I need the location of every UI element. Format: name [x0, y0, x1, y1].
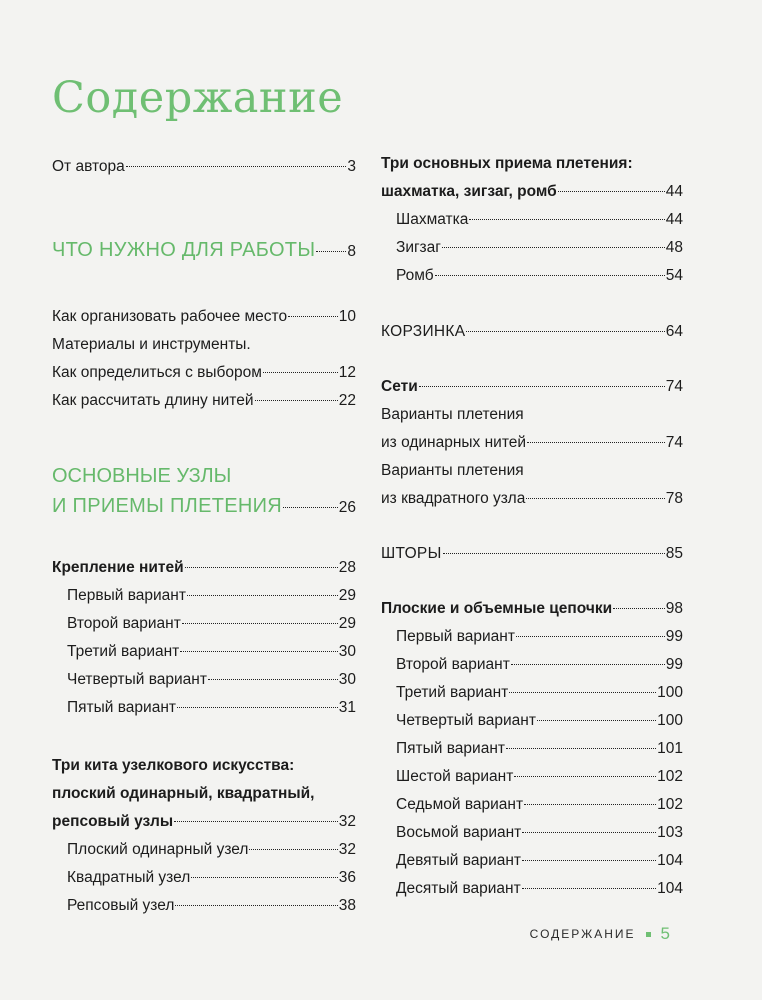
toc-entry-title: шахматка, зигзаг, ромб	[381, 183, 557, 200]
toc-section-chto-nuzhno[interactable]	[52, 235, 356, 265]
dot-leader	[180, 651, 337, 652]
toc-entry-title: Репсовый узел	[67, 897, 175, 914]
dot-leader	[522, 832, 656, 833]
dot-leader	[558, 191, 665, 192]
toc-entry-page: 3	[347, 158, 356, 175]
toc-entry-line: Три кита узелкового искусства:	[52, 757, 295, 774]
toc-entry-title: КОРЗИНКА	[381, 323, 466, 340]
dot-leader	[175, 905, 337, 906]
toc-subentry[interactable]	[52, 582, 356, 610]
toc-entry-page: 54	[665, 267, 683, 284]
toc-entry-title: Плоские и объемные цепочки	[381, 600, 613, 617]
toc-entry-page: 30	[338, 643, 356, 660]
toc-subentry[interactable]	[381, 707, 683, 735]
dot-leader	[208, 679, 338, 680]
dot-leader	[191, 877, 337, 878]
toc-entry-title: Зигзаг	[396, 239, 441, 256]
dot-leader	[182, 623, 338, 624]
toc-entry-line: Варианты плетения	[381, 406, 524, 423]
toc-entry-page: 102	[657, 796, 683, 813]
toc-entry-title: Крепление нитей	[52, 559, 184, 576]
dot-leader	[522, 860, 656, 861]
dot-leader	[283, 507, 338, 508]
toc-subentry[interactable]	[381, 875, 683, 903]
dot-leader	[613, 608, 665, 609]
toc-subentry[interactable]	[381, 651, 683, 679]
toc-section-title: И ПРИЕМЫ ПЛЕТЕНИЯ	[52, 495, 283, 517]
toc-entry-title: Третий вариант	[67, 643, 180, 660]
toc-entry-title: Седьмой вариант	[396, 796, 524, 813]
toc-subentry[interactable]	[381, 819, 683, 847]
toc-entry-page: 104	[657, 880, 683, 897]
toc-entry-title: Четвертый вариант	[396, 712, 536, 729]
toc-entry-title: Второй вариант	[396, 656, 510, 673]
toc-left-column	[52, 150, 356, 920]
toc-entry-title: репсовый узлы	[52, 813, 174, 830]
toc-entry-page: 74	[665, 434, 683, 451]
toc-entry-page: 100	[657, 712, 683, 729]
toc-entry-tri-priema[interactable]	[381, 178, 683, 206]
dot-leader	[514, 776, 656, 777]
toc-entry-kvadratny[interactable]	[381, 485, 683, 513]
toc-subentry[interactable]	[52, 610, 356, 638]
toc-entry-page: 29	[338, 615, 356, 632]
toc-entry-title: Как рассчитать длину нитей	[52, 392, 254, 409]
toc-subentry[interactable]	[381, 791, 683, 819]
toc-entry-line: Варианты плетения	[381, 462, 524, 479]
page-number: 5	[660, 924, 670, 943]
toc-entry-page: 32	[338, 813, 356, 830]
toc-entry-page: 85	[665, 545, 683, 562]
dot-leader	[526, 498, 664, 499]
dot-leader	[506, 748, 656, 749]
toc-entry-page: 44	[665, 211, 683, 228]
dot-leader	[509, 692, 656, 693]
toc-entry-title: Сети	[381, 378, 418, 395]
toc-subentry[interactable]	[381, 735, 683, 763]
toc-entry-title: Первый вариант	[67, 587, 186, 604]
toc-entry-shtory[interactable]	[381, 540, 683, 568]
toc-subentry[interactable]	[52, 864, 356, 892]
toc-entry-page: 99	[665, 628, 683, 645]
toc-subentry[interactable]	[381, 763, 683, 791]
toc-subentry[interactable]	[52, 638, 356, 666]
toc-entry-title: Десятый вариант	[396, 880, 521, 897]
dot-leader	[316, 251, 346, 252]
toc-subentry[interactable]	[381, 847, 683, 875]
toc-entry-seti[interactable]	[381, 373, 683, 401]
dot-leader	[263, 372, 338, 373]
toc-entry-title: Третий вариант	[396, 684, 509, 701]
toc-entry-page: 48	[665, 239, 683, 256]
dot-leader	[469, 219, 664, 220]
toc-entry-title: Шестой вариант	[396, 768, 514, 785]
toc-entry-page: 78	[665, 490, 683, 507]
toc-entry-title: Второй вариант	[67, 615, 181, 632]
dot-leader	[177, 707, 338, 708]
toc-entry-title: из квадратного узла	[381, 490, 526, 507]
toc-subentry[interactable]	[381, 262, 683, 290]
toc-entry-page: 31	[338, 699, 356, 716]
toc-entry-page: 102	[657, 768, 683, 785]
dot-leader	[527, 442, 665, 443]
dot-leader	[249, 849, 337, 850]
dot-leader	[126, 166, 347, 167]
dot-leader	[255, 400, 338, 401]
toc-entry-rabochee-mesto[interactable]	[52, 303, 356, 331]
square-bullet-icon	[646, 932, 651, 937]
dot-leader	[524, 804, 656, 805]
toc-entry-page: 74	[665, 378, 683, 395]
dot-leader	[466, 331, 664, 332]
toc-subentry[interactable]	[52, 836, 356, 864]
toc-entry-title: Пятый вариант	[396, 740, 505, 757]
dot-leader	[185, 567, 338, 568]
toc-entry-title: От автора	[52, 158, 125, 175]
dot-leader	[522, 888, 656, 889]
toc-section-title: ЧТО НУЖНО ДЛЯ РАБОТЫ	[52, 239, 316, 261]
toc-entry-page: 26	[338, 499, 356, 516]
dot-leader	[511, 664, 665, 665]
toc-entry-page: 28	[338, 559, 356, 576]
toc-entry-page: 8	[347, 243, 356, 260]
dot-leader	[537, 720, 656, 721]
toc-entry-tsepochki[interactable]	[381, 595, 683, 623]
toc-entry-page: 36	[338, 869, 356, 886]
toc-subentry[interactable]	[381, 679, 683, 707]
dot-leader	[174, 821, 338, 822]
running-header: СОДЕРЖАНИЕ	[529, 927, 636, 941]
toc-entry-line: Три основных приема плетения:	[381, 155, 633, 172]
toc-entry-tri-kita[interactable]	[52, 808, 356, 836]
toc-entry-korzinka[interactable]	[381, 318, 683, 346]
toc-entry-title: Квадратный узел	[67, 869, 191, 886]
toc-entry-page: 98	[665, 600, 683, 617]
toc-subentry[interactable]	[381, 623, 683, 651]
toc-entry-title: ШТОРЫ	[381, 545, 442, 562]
toc-entry-page: 12	[338, 364, 356, 381]
toc-subentry[interactable]	[381, 206, 683, 234]
toc-entry-title: Как организовать рабочее место	[52, 308, 288, 325]
toc-entry-page: 103	[657, 824, 683, 841]
dot-leader	[442, 247, 665, 248]
toc-entry-title: Восьмой вариант	[396, 824, 522, 841]
toc-section-line: ОСНОВНЫЕ УЗЛЫ	[52, 465, 232, 487]
dot-leader	[419, 386, 665, 387]
toc-entry-page: 22	[338, 392, 356, 409]
toc-entry-dlina-nitey[interactable]	[52, 387, 356, 415]
dot-leader	[187, 595, 338, 596]
toc-entry-vybor[interactable]	[52, 359, 356, 387]
toc-entry-kreplenie[interactable]	[52, 554, 356, 582]
page-title: Содержание	[52, 73, 344, 123]
toc-entry-page: 30	[338, 671, 356, 688]
toc-section-osnovnye-uzly[interactable]	[52, 491, 356, 521]
toc-entry-page: 32	[338, 841, 356, 858]
dot-leader	[288, 316, 338, 317]
toc-subentry[interactable]	[52, 694, 356, 722]
page-footer	[530, 924, 670, 944]
toc-entry-page: 29	[338, 587, 356, 604]
toc-entry-title: Четвертый вариант	[67, 671, 207, 688]
toc-entry-page: 44	[665, 183, 683, 200]
toc-entry-line: Материалы и инструменты.	[52, 336, 251, 353]
dot-leader	[516, 636, 665, 637]
toc-entry-odinarnye[interactable]	[381, 429, 683, 457]
toc-entry-title: Ромб	[396, 267, 434, 284]
dot-leader	[443, 553, 665, 554]
toc-entry-page: 38	[338, 897, 356, 914]
toc-entry-page: 104	[657, 852, 683, 869]
toc-right-column	[381, 150, 683, 903]
toc-entry-page: 10	[338, 308, 356, 325]
toc-entry-title: Пятый вариант	[67, 699, 176, 716]
toc-subentry[interactable]	[381, 234, 683, 262]
toc-entry-page: 99	[665, 656, 683, 673]
toc-entry-title: Как определиться с выбором	[52, 364, 262, 381]
toc-subentry[interactable]	[52, 666, 356, 694]
toc-subentry[interactable]	[52, 892, 356, 920]
toc-entry-title: Шахматка	[396, 211, 469, 228]
toc-entry-title: Девятый вариант	[396, 852, 522, 869]
toc-entry-title: из одинарных нитей	[381, 434, 527, 451]
dot-leader	[435, 275, 665, 276]
toc-entry-line: плоский одинарный, квадратный,	[52, 785, 315, 802]
toc-entry-title: Первый вариант	[396, 628, 515, 645]
toc-entry-page: 101	[657, 740, 683, 757]
toc-entry-ot-avtora[interactable]	[52, 153, 356, 181]
toc-entry-title: Плоский одинарный узел	[67, 841, 249, 858]
toc-entry-page: 100	[657, 684, 683, 701]
toc-entry-page: 64	[665, 323, 683, 340]
